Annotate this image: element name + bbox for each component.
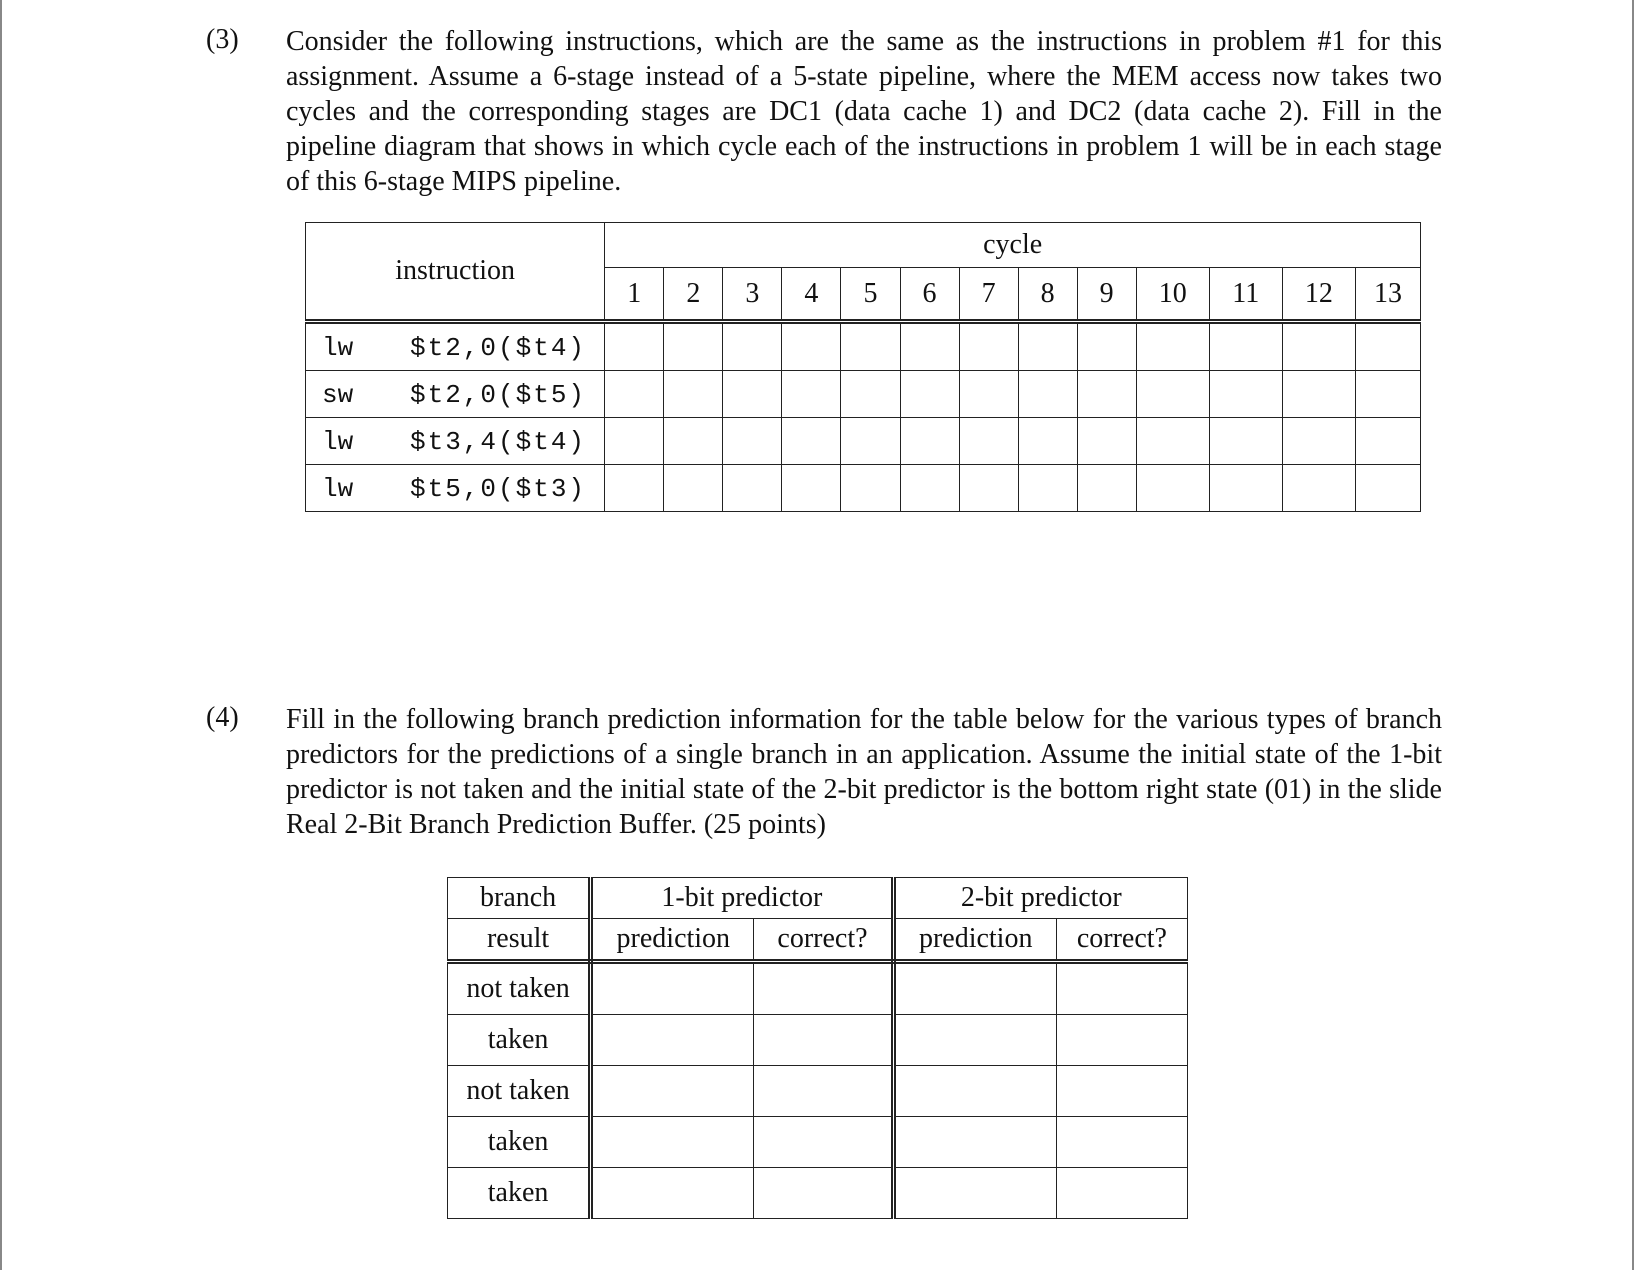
branch-result-cell: not taken (448, 1066, 591, 1117)
pipeline-stage-cell[interactable] (1355, 465, 1420, 512)
problem-3-text: Consider the following instructions, which are the same as the instructions in problem #1 for this assignment. Assume a 6-stage instead of a 5-state pipeline, where the MEM access now takes two cycles and the corresponding stages are DC1 (data cache 1) and DC2 (data cache 2). Fill in the pipeline diagram that shows in which cycle each of the instructions in problem 1 will be in each stage of this 6-stage MIPS pipeline. (286, 26, 1442, 197)
branch-prediction-table (447, 877, 1188, 1219)
two-bit-prediction-cell[interactable] (893, 1117, 1056, 1168)
pipeline-stage-cell[interactable] (723, 322, 782, 371)
cycle-number: 10 (1136, 268, 1209, 322)
branch-row (448, 1015, 1188, 1066)
one-bit-prediction-cell[interactable] (591, 1168, 754, 1219)
two-bit-predictor-header: 2-bit predictor (893, 878, 1187, 919)
cycle-header: cycle (605, 223, 1421, 268)
branch-row (448, 1168, 1188, 1219)
cycle-number: 13 (1355, 268, 1420, 322)
one-bit-correct-cell[interactable] (754, 1066, 893, 1117)
pipeline-stage-cell[interactable] (1077, 371, 1136, 418)
pipeline-stage-cell[interactable] (1209, 465, 1282, 512)
pipeline-stage-cell[interactable] (959, 465, 1018, 512)
pipeline-stage-cell[interactable] (1282, 465, 1355, 512)
cycle-number: 6 (900, 268, 959, 322)
page-border-left (0, 0, 2, 1270)
pipeline-stage-cell[interactable] (1355, 322, 1420, 371)
instruction-operands: $t3,4($t4) (410, 427, 587, 457)
cycle-number: 8 (1018, 268, 1077, 322)
instruction-row (306, 465, 1421, 512)
two-bit-prediction-header: prediction (893, 919, 1056, 962)
pipeline-stage-cell[interactable] (664, 418, 723, 465)
pipeline-stage-cell[interactable] (1282, 371, 1355, 418)
two-bit-correct-cell[interactable] (1056, 1066, 1187, 1117)
pipeline-stage-cell[interactable] (1282, 418, 1355, 465)
one-bit-prediction-cell[interactable] (591, 1066, 754, 1117)
problem-3-number: (3) (206, 24, 239, 55)
cycle-number: 2 (664, 268, 723, 322)
one-bit-prediction-cell[interactable] (591, 1015, 754, 1066)
pipeline-stage-cell[interactable] (1209, 418, 1282, 465)
pipeline-stage-cell[interactable] (1282, 322, 1355, 371)
pipeline-table (305, 222, 1421, 512)
pipeline-stage-cell[interactable] (959, 418, 1018, 465)
cycle-number: 11 (1209, 268, 1282, 322)
pipeline-stage-cell[interactable] (782, 465, 841, 512)
two-bit-correct-cell[interactable] (1056, 1015, 1187, 1066)
instruction-opcode: lw (322, 427, 354, 457)
pipeline-stage-cell[interactable] (605, 418, 664, 465)
branch-row (448, 1066, 1188, 1117)
pipeline-stage-cell[interactable] (723, 418, 782, 465)
pipeline-stage-cell[interactable] (664, 465, 723, 512)
one-bit-correct-cell[interactable] (754, 1168, 893, 1219)
two-bit-prediction-cell[interactable] (893, 1168, 1056, 1219)
cycle-number: 1 (605, 268, 664, 322)
instruction-row (306, 322, 1421, 371)
two-bit-prediction-cell[interactable] (893, 1015, 1056, 1066)
instruction-row (306, 371, 1421, 418)
cycle-number: 4 (782, 268, 841, 322)
one-bit-prediction-cell[interactable] (591, 1117, 754, 1168)
pipeline-stage-cell[interactable] (1077, 418, 1136, 465)
pipeline-stage-cell[interactable] (782, 418, 841, 465)
pipeline-stage-cell[interactable] (1355, 418, 1420, 465)
pipeline-stage-cell[interactable] (959, 322, 1018, 371)
instruction-opcode: lw (322, 333, 354, 363)
branch-result-cell: taken (448, 1168, 591, 1219)
pipeline-stage-cell[interactable] (900, 465, 959, 512)
pipeline-stage-cell[interactable] (1136, 371, 1209, 418)
pipeline-stage-cell[interactable] (605, 465, 664, 512)
pipeline-stage-cell[interactable] (1136, 418, 1209, 465)
cycle-number: 7 (959, 268, 1018, 322)
pipeline-stage-cell[interactable] (1136, 322, 1209, 371)
instruction-opcode: sw (322, 380, 354, 410)
result-header: result (448, 919, 591, 962)
branch-result-cell: not taken (448, 962, 591, 1015)
instruction-operands: $t5,0($t3) (410, 474, 587, 504)
one-bit-prediction-cell[interactable] (591, 962, 754, 1015)
one-bit-correct-cell[interactable] (754, 1015, 893, 1066)
problem-4-text: Fill in the following branch prediction information for the table below for the various types of branch predictors for the predictions of a single branch in an application. Assume the initial state of the 1-bit predictor is not taken and the initial state of the 2-bit predictor is the bottom right state (01) in the slide Real 2-Bit Branch Prediction Buffer. (25 points) (286, 704, 1442, 840)
pipeline-stage-cell[interactable] (959, 371, 1018, 418)
pipeline-stage-cell[interactable] (1355, 371, 1420, 418)
pipeline-stage-cell[interactable] (664, 322, 723, 371)
pipeline-stage-cell[interactable] (1018, 465, 1077, 512)
cycle-number: 9 (1077, 268, 1136, 322)
pipeline-stage-cell[interactable] (1018, 371, 1077, 418)
one-bit-predictor-header: 1-bit predictor (591, 878, 893, 919)
pipeline-stage-cell[interactable] (723, 465, 782, 512)
two-bit-correct-cell[interactable] (1056, 1117, 1187, 1168)
pipeline-stage-cell[interactable] (841, 418, 900, 465)
pipeline-stage-cell[interactable] (723, 371, 782, 418)
instruction-cell (306, 322, 605, 371)
pipeline-stage-cell[interactable] (605, 322, 664, 371)
branch-result-cell: taken (448, 1117, 591, 1168)
pipeline-stage-cell[interactable] (782, 322, 841, 371)
pipeline-stage-cell[interactable] (1077, 465, 1136, 512)
pipeline-stage-cell[interactable] (605, 371, 664, 418)
pipeline-stage-cell[interactable] (900, 322, 959, 371)
two-bit-correct-cell[interactable] (1056, 962, 1187, 1015)
pipeline-stage-cell[interactable] (841, 465, 900, 512)
pipeline-stage-cell[interactable] (841, 371, 900, 418)
pipeline-stage-cell[interactable] (782, 371, 841, 418)
instruction-cell (306, 418, 605, 465)
one-bit-correct-cell[interactable] (754, 1117, 893, 1168)
pipeline-stage-cell[interactable] (1018, 418, 1077, 465)
instruction-cell (306, 371, 605, 418)
two-bit-correct-cell[interactable] (1056, 1168, 1187, 1219)
two-bit-prediction-cell[interactable] (893, 1066, 1056, 1117)
instruction-header: instruction (306, 223, 605, 322)
two-bit-correct-header: correct? (1056, 919, 1187, 962)
instruction-opcode: lw (322, 474, 354, 504)
pipeline-stage-cell[interactable] (900, 371, 959, 418)
pipeline-stage-cell[interactable] (664, 371, 723, 418)
cycle-number: 5 (841, 268, 900, 322)
pipeline-stage-cell[interactable] (1209, 371, 1282, 418)
pipeline-stage-cell[interactable] (1077, 322, 1136, 371)
cycle-number: 3 (723, 268, 782, 322)
two-bit-prediction-cell[interactable] (893, 962, 1056, 1015)
one-bit-correct-header: correct? (754, 919, 893, 962)
one-bit-prediction-header: prediction (591, 919, 754, 962)
instruction-operands: $t2,0($t5) (410, 380, 587, 410)
branch-row (448, 962, 1188, 1015)
instruction-row (306, 418, 1421, 465)
cycle-number: 12 (1282, 268, 1355, 322)
pipeline-stage-cell[interactable] (841, 322, 900, 371)
instruction-cell (306, 465, 605, 512)
one-bit-correct-cell[interactable] (754, 962, 893, 1015)
pipeline-stage-cell[interactable] (1209, 322, 1282, 371)
branch-header: branch (448, 878, 591, 919)
branch-result-cell: taken (448, 1015, 591, 1066)
branch-row (448, 1117, 1188, 1168)
problem-4-number: (4) (206, 702, 239, 733)
pipeline-stage-cell[interactable] (1136, 465, 1209, 512)
pipeline-stage-cell[interactable] (1018, 322, 1077, 371)
pipeline-stage-cell[interactable] (900, 418, 959, 465)
instruction-operands: $t2,0($t4) (410, 333, 587, 363)
